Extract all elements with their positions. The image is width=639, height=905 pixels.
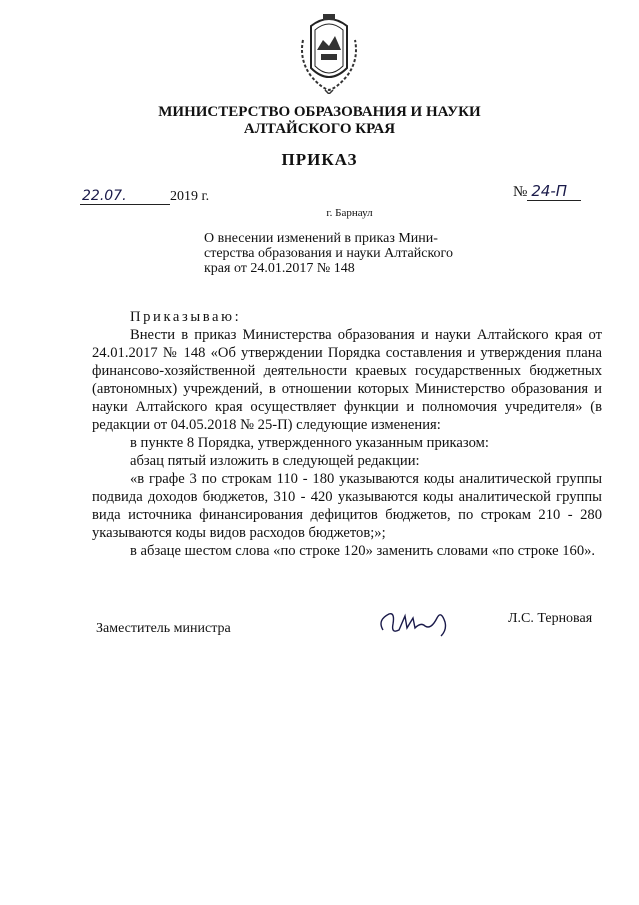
body-paragraph-3: абзац пятый изложить в следующей редакции: [130,453,420,469]
body-paragraph-5: в абзаце шестом слова «по строке 120» заменить словами «по строке 160». [130,543,596,559]
document-body [92,308,602,560]
handwritten-date: 22.07. [80,188,170,205]
document-number [513,182,581,201]
document-subject [204,231,482,276]
body-paragraph-4: «в графе 3 по строкам 110 - 180 указываются коды аналитической группы подвида доходов бюджетов, 310 - 420 указываются коды аналитической группы вида источника финансирования дефицитов бюджетов, по строкам 210 - 280 указываются коды видов расходов бюджетов;»; [92,471,602,541]
signature-icon [375,600,455,640]
signatory-position: Заместитель министра [96,621,231,636]
body-paragraph-2: в пункте 8 Порядка, утвержденного указанным приказом: [130,435,489,451]
subject-line1: О внесении изменений в приказ Мини- [204,231,438,246]
document-date [80,188,209,205]
body-paragraph-1: Внести в приказ Министерства образования и науки Алтайского края от 24.01.2017 № 148 «Об утверждении Порядка составления и утверждения плана финансово-хозяйственной деятельности краевых государственных бюджетных (автономных) учреждений, в отношении которых Министерство образования и науки Алтайского края осуществляет функции и полномочия учредителя» (в редакции от 04.05.2018 № 25-П) следующие изменения: [92,327,602,433]
signatory-name: Л.С. Терновая [508,611,593,626]
handwritten-number: 24-П [527,182,581,201]
ministry-name-line2: АЛТАЙСКОГО КРАЯ [243,121,396,137]
coat-of-arms-icon [297,10,361,94]
year-suffix: 2019 г. [170,189,210,204]
subject-line3: края от 24.01.2017 № 148 [204,261,355,276]
document-type-title: ПРИКАЗ [281,150,358,169]
number-prefix: № [513,184,528,200]
subject-line2: стерства образования и науки Алтайского [204,246,453,261]
order-word: Приказываю: [130,309,242,325]
city-label: г. Барнаул [326,207,373,219]
ministry-name-line1: МИНИСТЕРСТВО ОБРАЗОВАНИЯ И НАУКИ [158,104,481,120]
